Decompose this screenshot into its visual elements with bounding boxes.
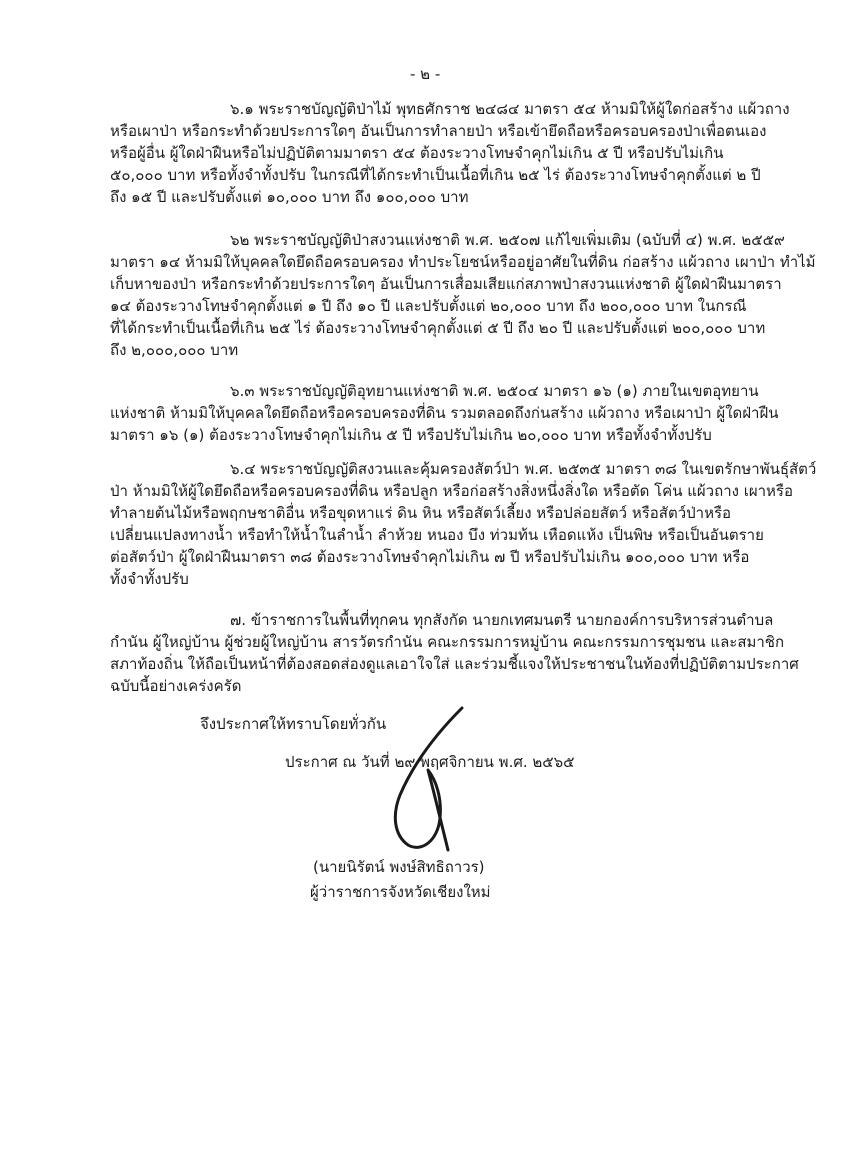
page-number: - ๒ -	[410, 65, 441, 83]
section-line: กำนัน ผู้ใหญ่บ้าน ผู้ช่วยผู้ใหญ่บ้าน สารวัตรกำนัน คณะกรรมการหมู่บ้าน คณะกรรมการชุมชน และสมาชิก	[110, 633, 785, 651]
section-line: ๕๐,๐๐๐ บาท หรือทั้งจำทั้งปรับ ในกรณีที่ได้กระทำเป็นเนื้อที่เกิน ๒๕ ไร่ ต้องระวางโทษจำคุกตั้งแต่ ๒ ปี	[110, 166, 761, 184]
section-line: ถึง ๒,๐๐๐,๐๐๐ บาท	[110, 341, 239, 359]
announcement-date: ประกาศ ณ วันที่ ๒๙ พฤศจิกายน พ.ศ. ๒๕๖๕	[285, 753, 575, 771]
section-line: ๖.๑ พระราชบัญญัติป่าไม้ พุทธศักราช ๒๔๘๔ มาตรา ๕๔ ห้ามมิให้ผู้ใดก่อสร้าง แผ้วถาง	[230, 100, 790, 118]
section-line: ต่อสัตว์ป่า ผู้ใดฝ่าฝืนมาตรา ๓๘ ต้องระวางโทษจำคุกไม่เกิน ๗ ปี หรือปรับไม่เกิน ๑๐๐,๐๐๐ บาท หรือ	[110, 548, 750, 566]
section-line: ๖.๔ พระราชบัญญัติสงวนและคุ้มครองสัตว์ป่า พ.ศ. ๒๕๓๕ มาตรา ๓๘ ในเขตรักษาพันธุ์สัตว์	[230, 460, 817, 478]
section-line: ถึง ๑๕ ปี และปรับตั้งแต่ ๑๐,๐๐๐ บาท ถึง ๑๐๐,๐๐๐ บาท	[110, 188, 469, 206]
section-line: ป่า ห้ามมิให้ผู้ใดยึดถือหรือครอบครองที่ดิน หรือปลูก หรือก่อสร้างสิ่งหนึ่งสิ่งใด หรือตัด โค่น แผ้วถาง เผาหรือ	[110, 482, 793, 500]
signer-title: ผู้ว่าราชการจังหวัดเชียงใหม่	[310, 883, 491, 901]
signature-image	[370, 700, 480, 860]
section-line: ๑๔ ต้องระวางโทษจำคุกตั้งแต่ ๑ ปี ถึง ๑๐ ปี และปรับตั้งแต่ ๒๐,๐๐๐ บาท ถึง ๒๐๐,๐๐๐ บาท ในกรณี	[110, 297, 747, 315]
section-line: สภาท้องถิ่น ให้ถือเป็นหน้าที่ต้องสอดส่องดูแลเอาใจใส่ และร่วมชี้แจงให้ประชาชนในท้องที่ปฏิบัติตามประกาศ	[110, 655, 799, 673]
section-line: ๖.๓ พระราชบัญญัติอุทยานแห่งชาติ พ.ศ. ๒๕๐๔ มาตรา ๑๖ (๑) ภายในเขตอุทยาน	[230, 382, 759, 400]
section-line: ๗. ข้าราชการในพื้นที่ทุกคน ทุกสังกัด นายกเทศมนตรี นายกองค์การบริหารส่วนตำบล	[230, 611, 774, 629]
section-line: มาตรา ๑๔ ห้ามมิให้บุคคลใดยึดถือครอบครอง ทำประโยชน์หรืออยู่อาศัยในที่ดิน ก่อสร้าง แผ้วถาง เผาป่า ทำไม้	[110, 253, 816, 271]
section-6-1	[110, 98, 790, 208]
section-line: ทำลายต้นไม้หรือพฤกษชาติอื่น หรือขุดหาแร่ ดิน หิน หรือสัตว์เลี้ยง หรือปล่อยสัตว์ หรือสัตว์ป่าหรือ	[110, 504, 732, 522]
closing-announcement: จึงประกาศให้ทราบโดยทั่วกัน	[200, 715, 387, 733]
section-line: ทั้งจำทั้งปรับ	[110, 570, 189, 588]
signer-name: (นายนิรัตน์ พงษ์สิทธิถาวร)	[313, 858, 485, 876]
section-line: มาตรา ๑๖ (๑) ต้องระวางโทษจำคุกไม่เกิน ๕ ปี หรือปรับไม่เกิน ๒๐,๐๐๐ บาท หรือทั้งจำทั้งปรับ	[110, 426, 712, 444]
section-6-2	[110, 229, 816, 361]
section-line: เก็บหาของป่า หรือกระทำด้วยประการใดๆ อันเป็นการเสื่อมเสียแก่สภาพป่าสงวนแห่งชาติ ผู้ใดฝ่าฝืนมาตรา	[110, 275, 782, 293]
section-6-4	[110, 458, 817, 590]
section-line: ฉบับนี้อย่างเคร่งครัด	[110, 677, 242, 695]
section-6-3	[110, 380, 779, 446]
section-line: หรือเผาป่า หรือกระทำด้วยประการใดๆ อันเป็นการทำลายป่า หรือเข้ายึดถือหรือครอบครองป่าเพื่อตนเอง	[110, 122, 767, 140]
section-line: เปลี่ยนแปลงทางน้ำ หรือทำให้น้ำในลำน้ำ ลำห้วย หนอง บึง ท่วมท้น เหือดแห้ง เป็นพิษ หรือเป็นอันตราย	[110, 526, 764, 544]
section-line: ที่ได้กระทำเป็นเนื้อที่เกิน ๒๕ ไร่ ต้องระวางโทษจำคุกตั้งแต่ ๕ ปี ถึง ๒๐ ปี และปรับตั้งแต่ ๒๐๐,๐๐๐ บาท	[110, 319, 766, 337]
section-7	[110, 609, 799, 697]
section-line: ๖๒ พระราชบัญญัติป่าสงวนแห่งชาติ พ.ศ. ๒๕๐๗ แก้ไขเพิ่มเติม (ฉบับที่ ๔) พ.ศ. ๒๕๕๙	[230, 231, 785, 249]
section-line: หรือผู้อื่น ผู้ใดฝ่าฝืนหรือไม่ปฏิบัติตามมาตรา ๕๔ ต้องระวางโทษจำคุกไม่เกิน ๕ ปี หรือปรับไม่เกิน	[110, 144, 724, 162]
section-line: แห่งชาติ ห้ามมิให้บุคคลใดยึดถือหรือครอบครองที่ดิน รวมตลอดถึงก่นสร้าง แผ้วถาง หรือเผาป่า ผู้ใดฝ่าฝืน	[110, 404, 779, 422]
